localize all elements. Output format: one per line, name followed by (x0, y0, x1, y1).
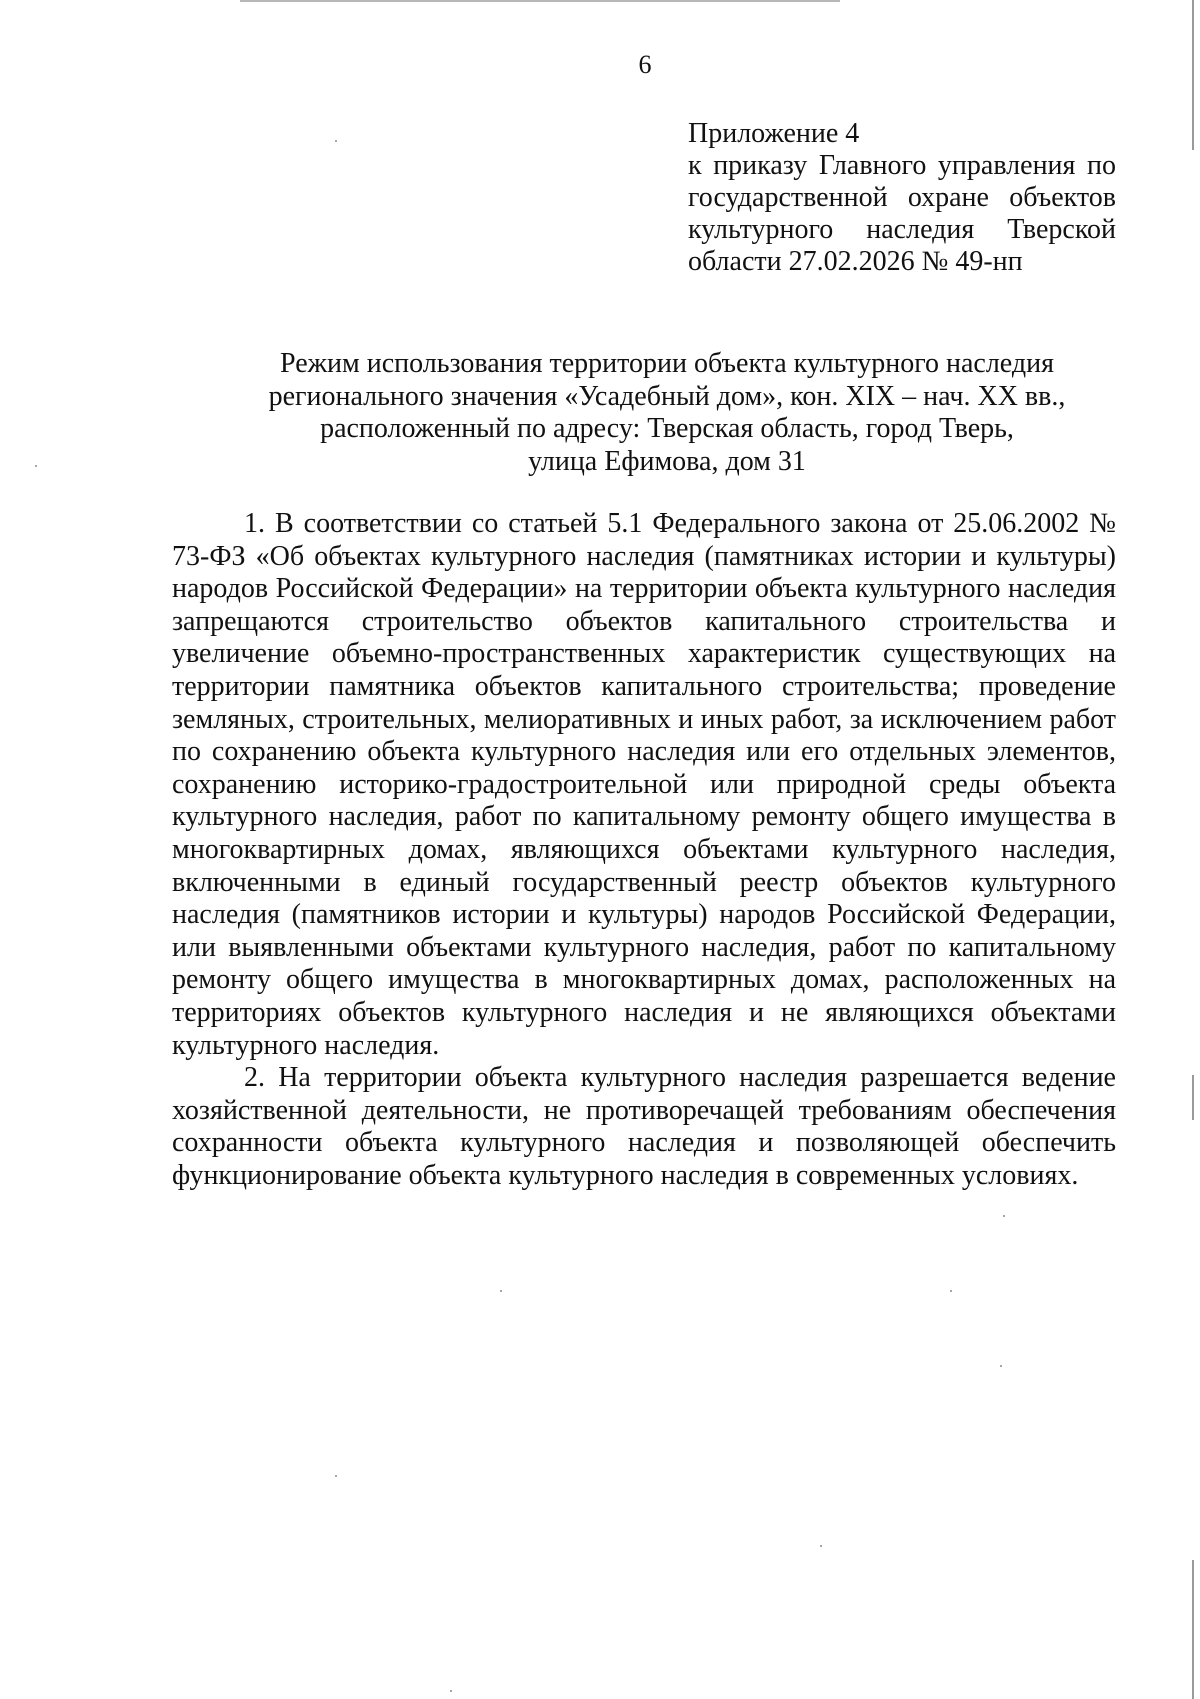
scan-speck (450, 1690, 452, 1692)
paragraph-permitted-activity: 2. На территории объекта культурного наследия разрешается ведение хозяйственной деятельности, не противоречащей требованиям обеспечения сохранности объекта культурного наследия и позволяющей обеспечить функционирование объекта культурного наследия в современных условиях. (172, 1062, 1116, 1191)
scan-speck (335, 140, 337, 142)
appendix-title: Приложение 4 (688, 118, 860, 149)
scan-speck (1000, 1365, 1002, 1367)
appendix-block (688, 118, 1116, 278)
scan-edge-right (1192, 1560, 1194, 1699)
page-number: 6 (638, 50, 652, 79)
scan-speck (500, 1290, 502, 1292)
scan-speck (950, 1290, 952, 1292)
scan-speck (35, 465, 37, 467)
scan-speck (820, 1545, 822, 1547)
paragraph-prohibitions: 1. В соответствии со статьей 5.1 Федерального закона от 25.06.2002 № 73-ФЗ «Об объектах культурного наследия (памятниках истории и культуры) народов Российской Федерации» на территории объекта культурного наследия запрещаются строительство объектов капитального строительства и увеличение объемно-пространственных характеристик существующих на территории памятника объектов капитального строительства; проведение земляных, строительных, мелиоративных и иных работ, за исключением работ по сохранению объекта культурного наследия или его отдельных элементов, сохранению историко-градостроительной или природной среды объекта культурного наследия, работ по капитальному ремонту общего имущества в многоквартирных домах, являющихся объектами культурного наследия, включенными в единый государственный реестр объектов культурного наследия (памятников истории и культуры) народов Российской Федерации, или выявленными объектами культурного наследия, работ по капитальному ремонту общего имущества в многоквартирных домах, расположенных на территориях объектов культурного наследия и не являющихся объектами культурного наследия. (172, 508, 1116, 1061)
scan-speck (335, 1475, 337, 1477)
scan-speck (1003, 1215, 1005, 1217)
document-body (172, 508, 1116, 1192)
heading-line: расположенный по адресу: Тверская область, город Тверь, (320, 413, 1014, 444)
heading-line: улица Ефимова, дом 31 (528, 445, 806, 477)
scan-edge-right (1192, 1075, 1194, 1120)
heading-line: Режим использования территории объекта культурного наследия (280, 348, 1054, 379)
scan-edge-top (240, 0, 840, 2)
heading-line: регионального значения «Усадебный дом», кон. XIX – нач. XX вв., (268, 380, 1066, 412)
document-heading (172, 348, 1162, 478)
appendix-reference: к приказу Главного управления по государственной охране объектов культурного наследия Тверской области 27.02.2026 № 49-нп (688, 150, 1116, 277)
